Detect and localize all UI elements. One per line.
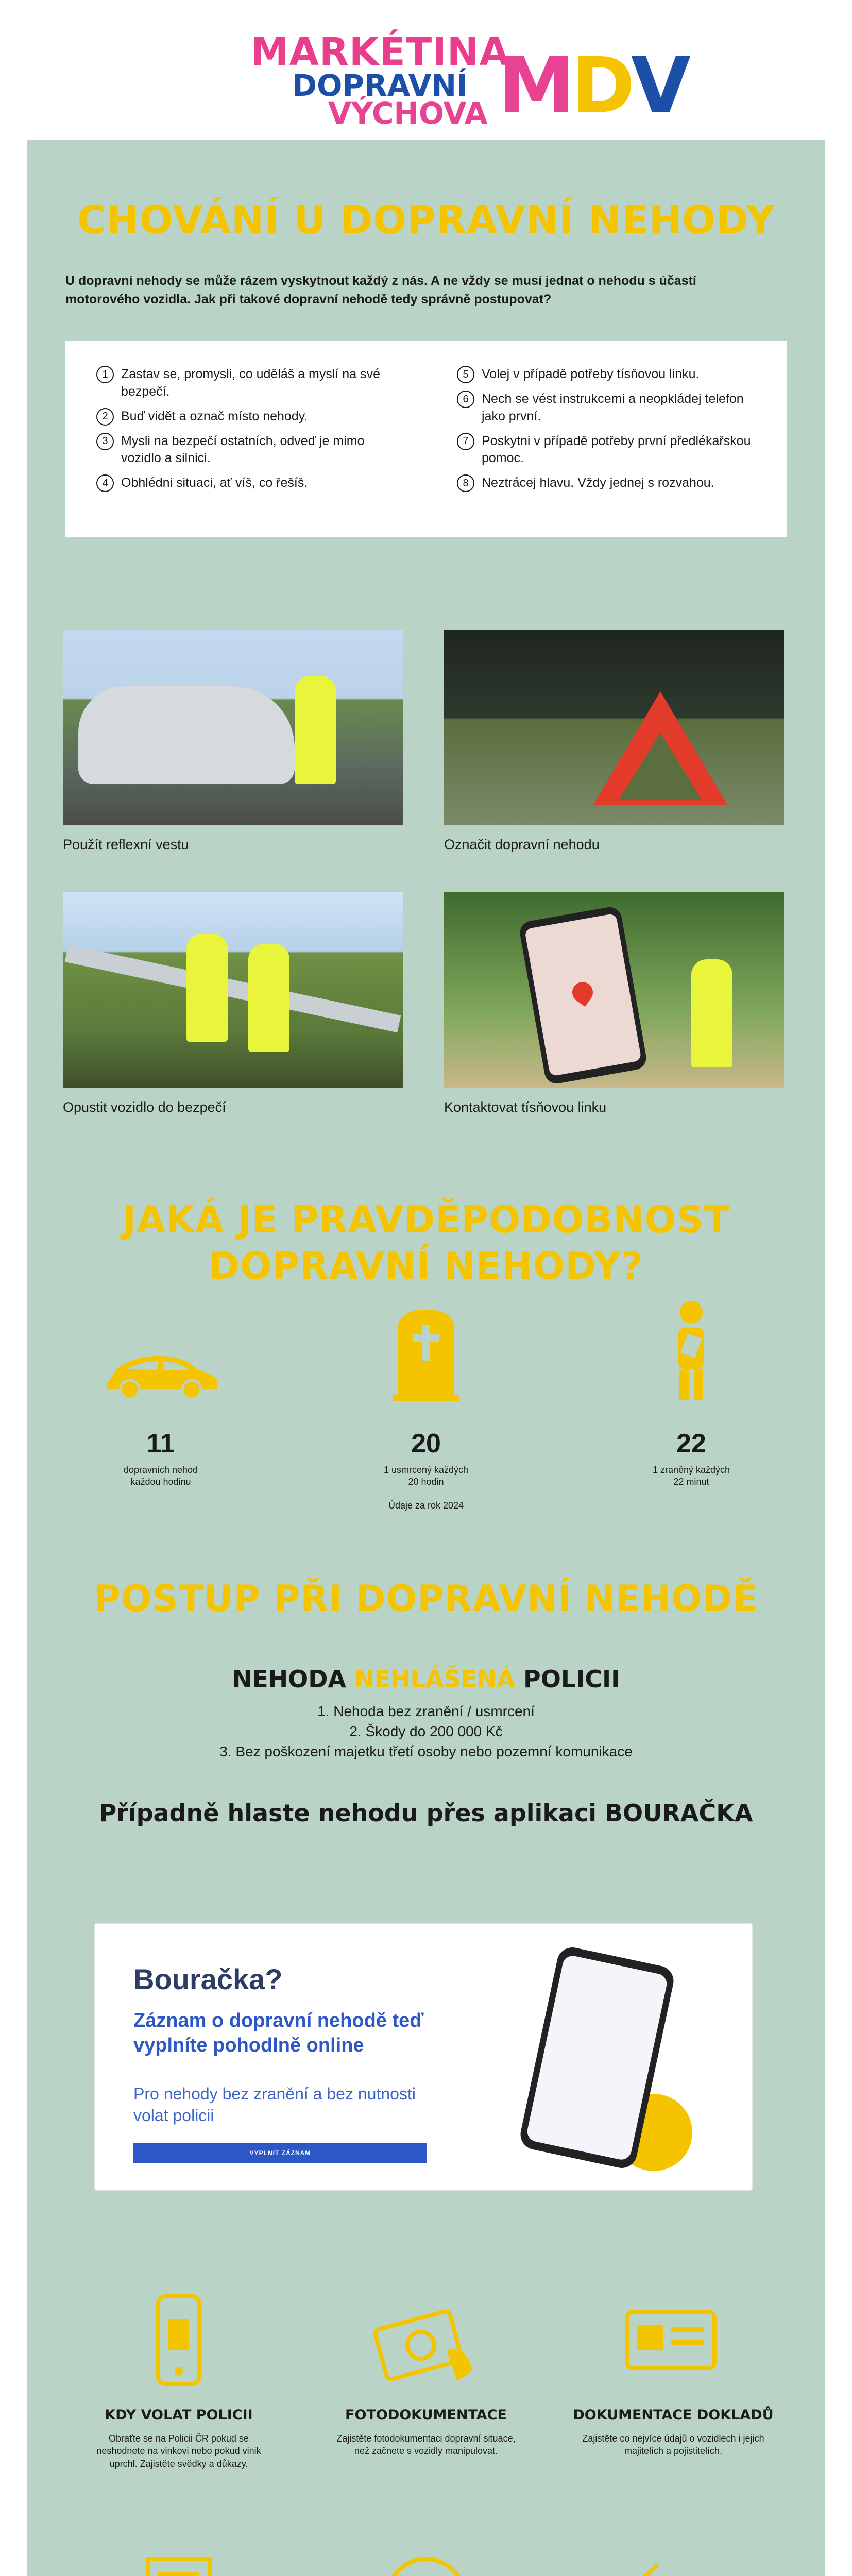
person-in-vest [186, 934, 228, 1042]
grid-item-desc: Zajistěte fotodokumentaci dopravní situace, než začnete s vozidly manipulovat. [336, 2433, 516, 2456]
camera-icon [302, 2289, 550, 2392]
logo-mark-m: M [498, 41, 571, 131]
app-card-subtitle2: Pro nehody bez zranění a bez nutnosti volat policii [133, 2084, 416, 2125]
stat-injuries [624, 1320, 758, 1488]
grid-item-desc: Obraťte se na Policii ČR pokud se neshodnete na vinkovi nebo pokud vinik uprchl. Zajistěte svědky a důkazy. [96, 2433, 261, 2469]
logo-mark-d: D [571, 41, 631, 131]
grid-item-title: FOTODOKUMENTACE [345, 2407, 507, 2423]
section1-title: CHOVÁNÍ U DOPRAVNÍ NEHODY [77, 197, 775, 243]
step-text: Mysli na bezpečí ostatních, odveď je mimo vozidlo a silnici. [121, 433, 365, 466]
person-in-vest [295, 676, 336, 784]
unreported-criteria [27, 1701, 825, 1762]
section2-title [27, 1196, 825, 1289]
step-number: 3 [96, 433, 114, 450]
triangle-inner [619, 733, 702, 800]
photo-emergency-call [444, 892, 784, 1088]
injured-person-icon [624, 1320, 758, 1402]
step-item [96, 408, 395, 426]
step-item [457, 391, 756, 426]
tow-truck-icon [550, 2546, 797, 2576]
step-number: 5 [457, 366, 474, 383]
grid-item [55, 2289, 302, 2470]
app-card-title: Bouračka? [133, 1963, 283, 1995]
step-text: Buď vidět a označ místo nehody. [121, 409, 308, 423]
heading-pre: NEHODA [232, 1665, 355, 1693]
phone-image [518, 905, 649, 1086]
section2-title-line1: JAKÁ JE PRAVDĚPODOBNOST [122, 1198, 730, 1241]
logo-line2: DOPRAVNÍ [292, 68, 468, 103]
app-recommendation: Případně hlaste nehodu přes aplikaci BOURAČKA [99, 1799, 753, 1827]
grid-item [550, 2289, 797, 2458]
heading-post: POLICII [515, 1665, 620, 1693]
stat-desc-line2: každou hodinu [130, 1477, 191, 1487]
logo-mark [498, 41, 687, 131]
form-icon [55, 2546, 302, 2576]
stat-desc [94, 1464, 228, 1488]
photo-leave-vehicle [63, 892, 403, 1088]
photo-caption: Opustit vozidlo do bezpečí [63, 1099, 226, 1115]
grid-item [550, 2546, 797, 2576]
photo-reflective-vest [63, 630, 403, 825]
logo-mark-v: V [631, 41, 687, 131]
steps-left [96, 366, 395, 499]
steps-right [457, 366, 756, 499]
grid-item-title: KDY VOLAT POLICII [105, 2407, 253, 2423]
photo-caption: Označit dopravní nehodu [444, 837, 600, 852]
mdv-logo [230, 10, 687, 131]
step-item [96, 474, 395, 492]
stats-note: Údaje za rok 2024 [388, 1500, 464, 1511]
header [0, 0, 852, 139]
step-number: 7 [457, 433, 474, 450]
photo-card [63, 630, 403, 853]
step-item [96, 366, 395, 401]
logo-line3: VÝCHOVA [328, 96, 488, 131]
car-icon [94, 1320, 228, 1402]
section3-title: POSTUP PŘI DOPRAVNÍ NEHODĚ [94, 1578, 758, 1620]
criteria-item: 2. Škody do 200 000 Kč [349, 1723, 503, 1740]
car-image [78, 686, 295, 784]
photo-card [63, 892, 403, 1115]
step-text: Zastav se, promysli, co uděláš a myslí na své bezpečí. [121, 367, 380, 399]
step-item [457, 366, 756, 383]
step-number: 1 [96, 366, 114, 383]
stats-row [27, 1320, 825, 1485]
stat-desc-line2: 22 minut [673, 1477, 709, 1487]
stat-desc [359, 1464, 493, 1488]
phone-screen [524, 913, 642, 1077]
step-item [457, 433, 756, 468]
stat-desc-line1: 1 zraněný každých [652, 1465, 730, 1475]
step-number: 8 [457, 474, 474, 492]
app-card-subtitle: Záznam o dopravní nehodě teď vyplníte pohodlně online [133, 2010, 424, 2056]
criteria-item: 1. Nehoda bez zranění / usmrcení [317, 1703, 535, 1719]
section1-intro: U dopravní nehody se může rázem vyskytnout každý z nás. A ne vždy se musí jednat o nehodu s účastí motorového vozidla. Jak při takové dopravní nehodě tedy správně postupovat? [65, 274, 696, 307]
stat-number: 20 [411, 1429, 441, 1459]
step-item [96, 433, 395, 468]
stat-desc-line1: dopravních nehod [123, 1465, 198, 1475]
bouracka-app-card [94, 1923, 753, 2191]
stat-deaths [359, 1320, 493, 1488]
step-text: Nech se vést instrukcemi a neopkládej telefon jako první. [482, 392, 744, 423]
step-text: Poskytni v případě potřeby první předlékařskou pomoc. [482, 433, 751, 466]
person-in-vest [248, 944, 289, 1052]
guardrail-image [65, 945, 401, 1032]
photo-card [444, 630, 784, 853]
photo-card [444, 892, 784, 1115]
person-in-vest [691, 959, 732, 1067]
grid-item-title: DOKUMENTACE DOKLADŮ [573, 2407, 774, 2423]
stat-desc-line1: 1 usmrcený každých [383, 1465, 469, 1475]
logo-line1: MARKÉTINA [251, 30, 509, 74]
grid-item [55, 2546, 302, 2576]
grid-item-desc: Zajistěte co nejvíce údajů o vozidlech i jejich majitelích a pojistitelích. [582, 2433, 764, 2456]
photo-caption: Kontaktovat tísňovou linku [444, 1099, 607, 1115]
heading-highlight: NEHLÁŠENÁ [354, 1665, 516, 1693]
step-text: Volej v případě potřeby tísňovou linku. [482, 367, 700, 381]
step-text: Obhlédni situaci, ať víš, co řešíš. [121, 476, 308, 490]
unreported-heading [27, 1665, 825, 1693]
id-card-icon [550, 2289, 797, 2392]
map-pin-icon [568, 978, 597, 1007]
insurance-call-icon [302, 2546, 550, 2576]
grid-item [302, 2546, 550, 2576]
stat-number: 11 [146, 1429, 175, 1459]
photo-warning-triangle [444, 630, 784, 825]
photo-caption: Použít reflexní vestu [63, 837, 189, 852]
criteria-item: 3. Bez poškození majetku třetí osoby nebo pozemní komunikace [219, 1743, 633, 1760]
main-panel [27, 140, 825, 2576]
stat-accidents [94, 1320, 228, 1488]
stat-number: 22 [676, 1429, 706, 1459]
stat-desc [624, 1464, 758, 1488]
steps-card [65, 341, 787, 537]
step-number: 2 [96, 408, 114, 426]
section2-title-line2: DOPRAVNÍ NEHODY? [209, 1244, 643, 1287]
gravestone-icon [359, 1320, 493, 1402]
fill-record-button[interactable]: VYPLNIT ZÁZNAM [133, 2143, 427, 2163]
grid-item [302, 2289, 550, 2458]
step-text: Neztrácej hlavu. Vždy jednej s rozvahou. [482, 476, 714, 490]
phone-icon [55, 2289, 302, 2392]
stat-desc-line2: 20 hodin [408, 1477, 444, 1487]
step-number: 4 [96, 474, 114, 492]
step-item [457, 474, 756, 492]
step-number: 6 [457, 391, 474, 408]
